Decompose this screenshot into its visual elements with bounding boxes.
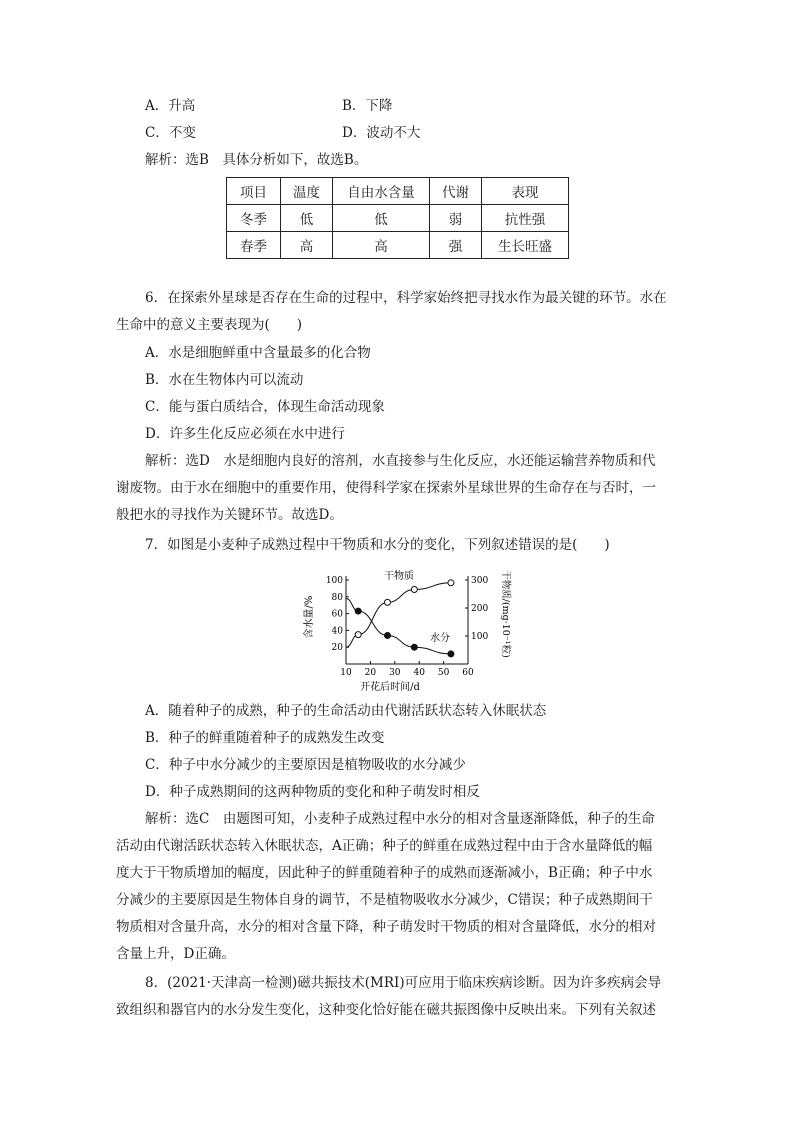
q6-option-d: D．许多生化反应必须在水中进行 — [145, 426, 345, 442]
q5-option-a: A．升高 — [145, 98, 196, 114]
table-cell: 生长旺盛 — [482, 232, 569, 259]
q6-analysis-line1: 解析：选D 水是细胞内良好的溶剂，水直接参与生化反应，水还能运输营养物质和代 — [145, 453, 656, 469]
chart-left-tick-label: 40 — [331, 626, 343, 637]
table-cell: 冬季 — [227, 205, 281, 232]
table-cell: 春季 — [227, 232, 281, 259]
chart-x-tick-label: 60 — [462, 668, 474, 678]
q7-chart — [300, 560, 515, 695]
q7-option-b: B．种子的鲜重随着种子的成熟发生改变 — [145, 730, 385, 746]
chart-right-axis-label: 干物质/(mg·10⁻¹粒) — [500, 570, 511, 658]
table-cell: 抗性强 — [482, 205, 569, 232]
table-row — [227, 232, 569, 259]
chart-right-tick-label: 200 — [471, 604, 489, 614]
chart-x-axis-label: 开花后时间/d — [360, 682, 420, 693]
q5-option-d: D．波动不大 — [342, 125, 421, 141]
q7-option-d: D．种子成熟期间的这两种物质的变化和种子萌发时相反 — [145, 784, 480, 800]
chart-line-water — [346, 598, 451, 653]
q6-option-b: B．水在生物体内可以流动 — [145, 372, 304, 388]
table-header-cell: 表现 — [482, 178, 569, 205]
chart-point-water — [384, 632, 390, 638]
table-header-cell: 项目 — [227, 178, 281, 205]
q7-analysis-line3: 度大于干物质增加的幅度，因此种子的鲜重随着种子的成熟而逐渐减小，B正确；种子中水 — [116, 865, 653, 881]
q7-option-a: A．随着种子的成熟，种子的生命活动由代谢活跃状态转入休眠状态 — [145, 703, 547, 719]
table-header-cell: 温度 — [281, 178, 333, 205]
chart-point-dry-matter — [411, 587, 417, 593]
q6-option-c: C．能与蛋白质结合，体现生命活动现象 — [145, 399, 385, 415]
chart-right-tick-label: 300 — [471, 576, 489, 586]
chart-left-tick-label: 20 — [331, 643, 343, 654]
q6-option-a: A．水是细胞鲜重中含量最多的化合物 — [145, 345, 371, 361]
chart-x-tick-label: 10 — [340, 668, 352, 678]
q6-stem-line2: 生命中的意义主要表现为( ) — [116, 317, 303, 333]
q7-analysis-line6: 含量上升，D正确。 — [116, 946, 235, 962]
chart-left-tick-label: 80 — [331, 592, 343, 603]
table-cell: 高 — [333, 232, 430, 259]
q8-stem-line2: 致组织和器官内的水分发生变化，这种变化恰好能在磁共振图像中反映出来。下列有关叙述 — [116, 1002, 656, 1018]
q7-analysis-line2: 活动由代谢活跃状态转入休眠状态，A正确；种子的鲜重在成熟过程中由于含水量降低的幅 — [116, 838, 653, 854]
q7-analysis-line5: 物质相对含量升高，水分的相对含量下降，种子萌发时干物质的相对含量降低，水分的相对 — [116, 919, 656, 935]
q5-option-c: C．不变 — [145, 125, 196, 141]
chart-x-tick-label: 40 — [413, 668, 425, 678]
chart-point-dry-matter — [448, 580, 454, 586]
chart-left-tick-label: 100 — [325, 576, 343, 586]
q5-analysis: 解析：选B 具体分析如下，故选B。 — [145, 152, 368, 168]
table-cell: 高 — [281, 232, 333, 259]
chart-point-water — [411, 644, 417, 650]
chart-point-water — [448, 651, 454, 657]
q6-analysis-line3: 般把水的寻找作为关键环节。故选D。 — [116, 507, 343, 523]
chart-series-label-water: 水分 — [430, 633, 450, 644]
table-row — [227, 205, 569, 232]
chart-point-water — [355, 608, 361, 614]
q7-analysis-line4: 分减少的主要原因是生物体自身的调节，不是植物吸收水分减少，C错误；种子成熟期间干 — [116, 892, 653, 908]
q5-analysis-table — [226, 177, 569, 259]
chart-point-dry-matter — [384, 599, 390, 605]
q7-option-c: C．种子中水分减少的主要原因是植物吸收的水分减少 — [145, 757, 466, 773]
q7-analysis-line1: 解析：选C 由题图可知，小麦种子成熟过程中水分的相对含量逐渐降低，种子的生命 — [145, 811, 655, 827]
table-header-row — [227, 178, 569, 205]
table-header-cell: 自由水含量 — [333, 178, 430, 205]
q7-stem: 7．如图是小麦种子成熟过程中干物质和水分的变化，下列叙述错误的是( ) — [145, 537, 610, 553]
chart-x-tick-label: 50 — [437, 668, 450, 678]
q6-stem-line1: 6．在探索外星球是否存在生命的过程中，科学家始终把寻找水作为最关键的环节。水在 — [145, 290, 667, 306]
q5-option-b: B．下降 — [342, 98, 393, 114]
chart-left-tick-label: 60 — [331, 609, 343, 620]
chart-right-tick-label: 100 — [471, 632, 489, 642]
q6-analysis-line2: 谢废物。由于水在细胞中的重要作用，使得科学家在探索外星球世界的生命存在与否时，一 — [116, 480, 656, 496]
table-cell: 低 — [281, 205, 333, 232]
table-cell: 强 — [430, 232, 482, 259]
chart-point-dry-matter — [355, 632, 361, 638]
q8-stem-line1: 8．(2021·天津高一检测)磁共振技术(MRI)可应用于临床疾病诊断。因为许多疾病会导 — [145, 975, 662, 991]
chart-series-label-dry-matter: 干物质 — [384, 571, 414, 582]
table-cell: 弱 — [430, 205, 482, 232]
chart-x-tick-label: 30 — [389, 668, 401, 678]
table-cell: 低 — [333, 205, 430, 232]
chart-left-axis-label: 含水量/% — [304, 595, 315, 639]
table-header-cell: 代谢 — [430, 178, 482, 205]
chart-x-tick-label: 20 — [364, 668, 377, 678]
